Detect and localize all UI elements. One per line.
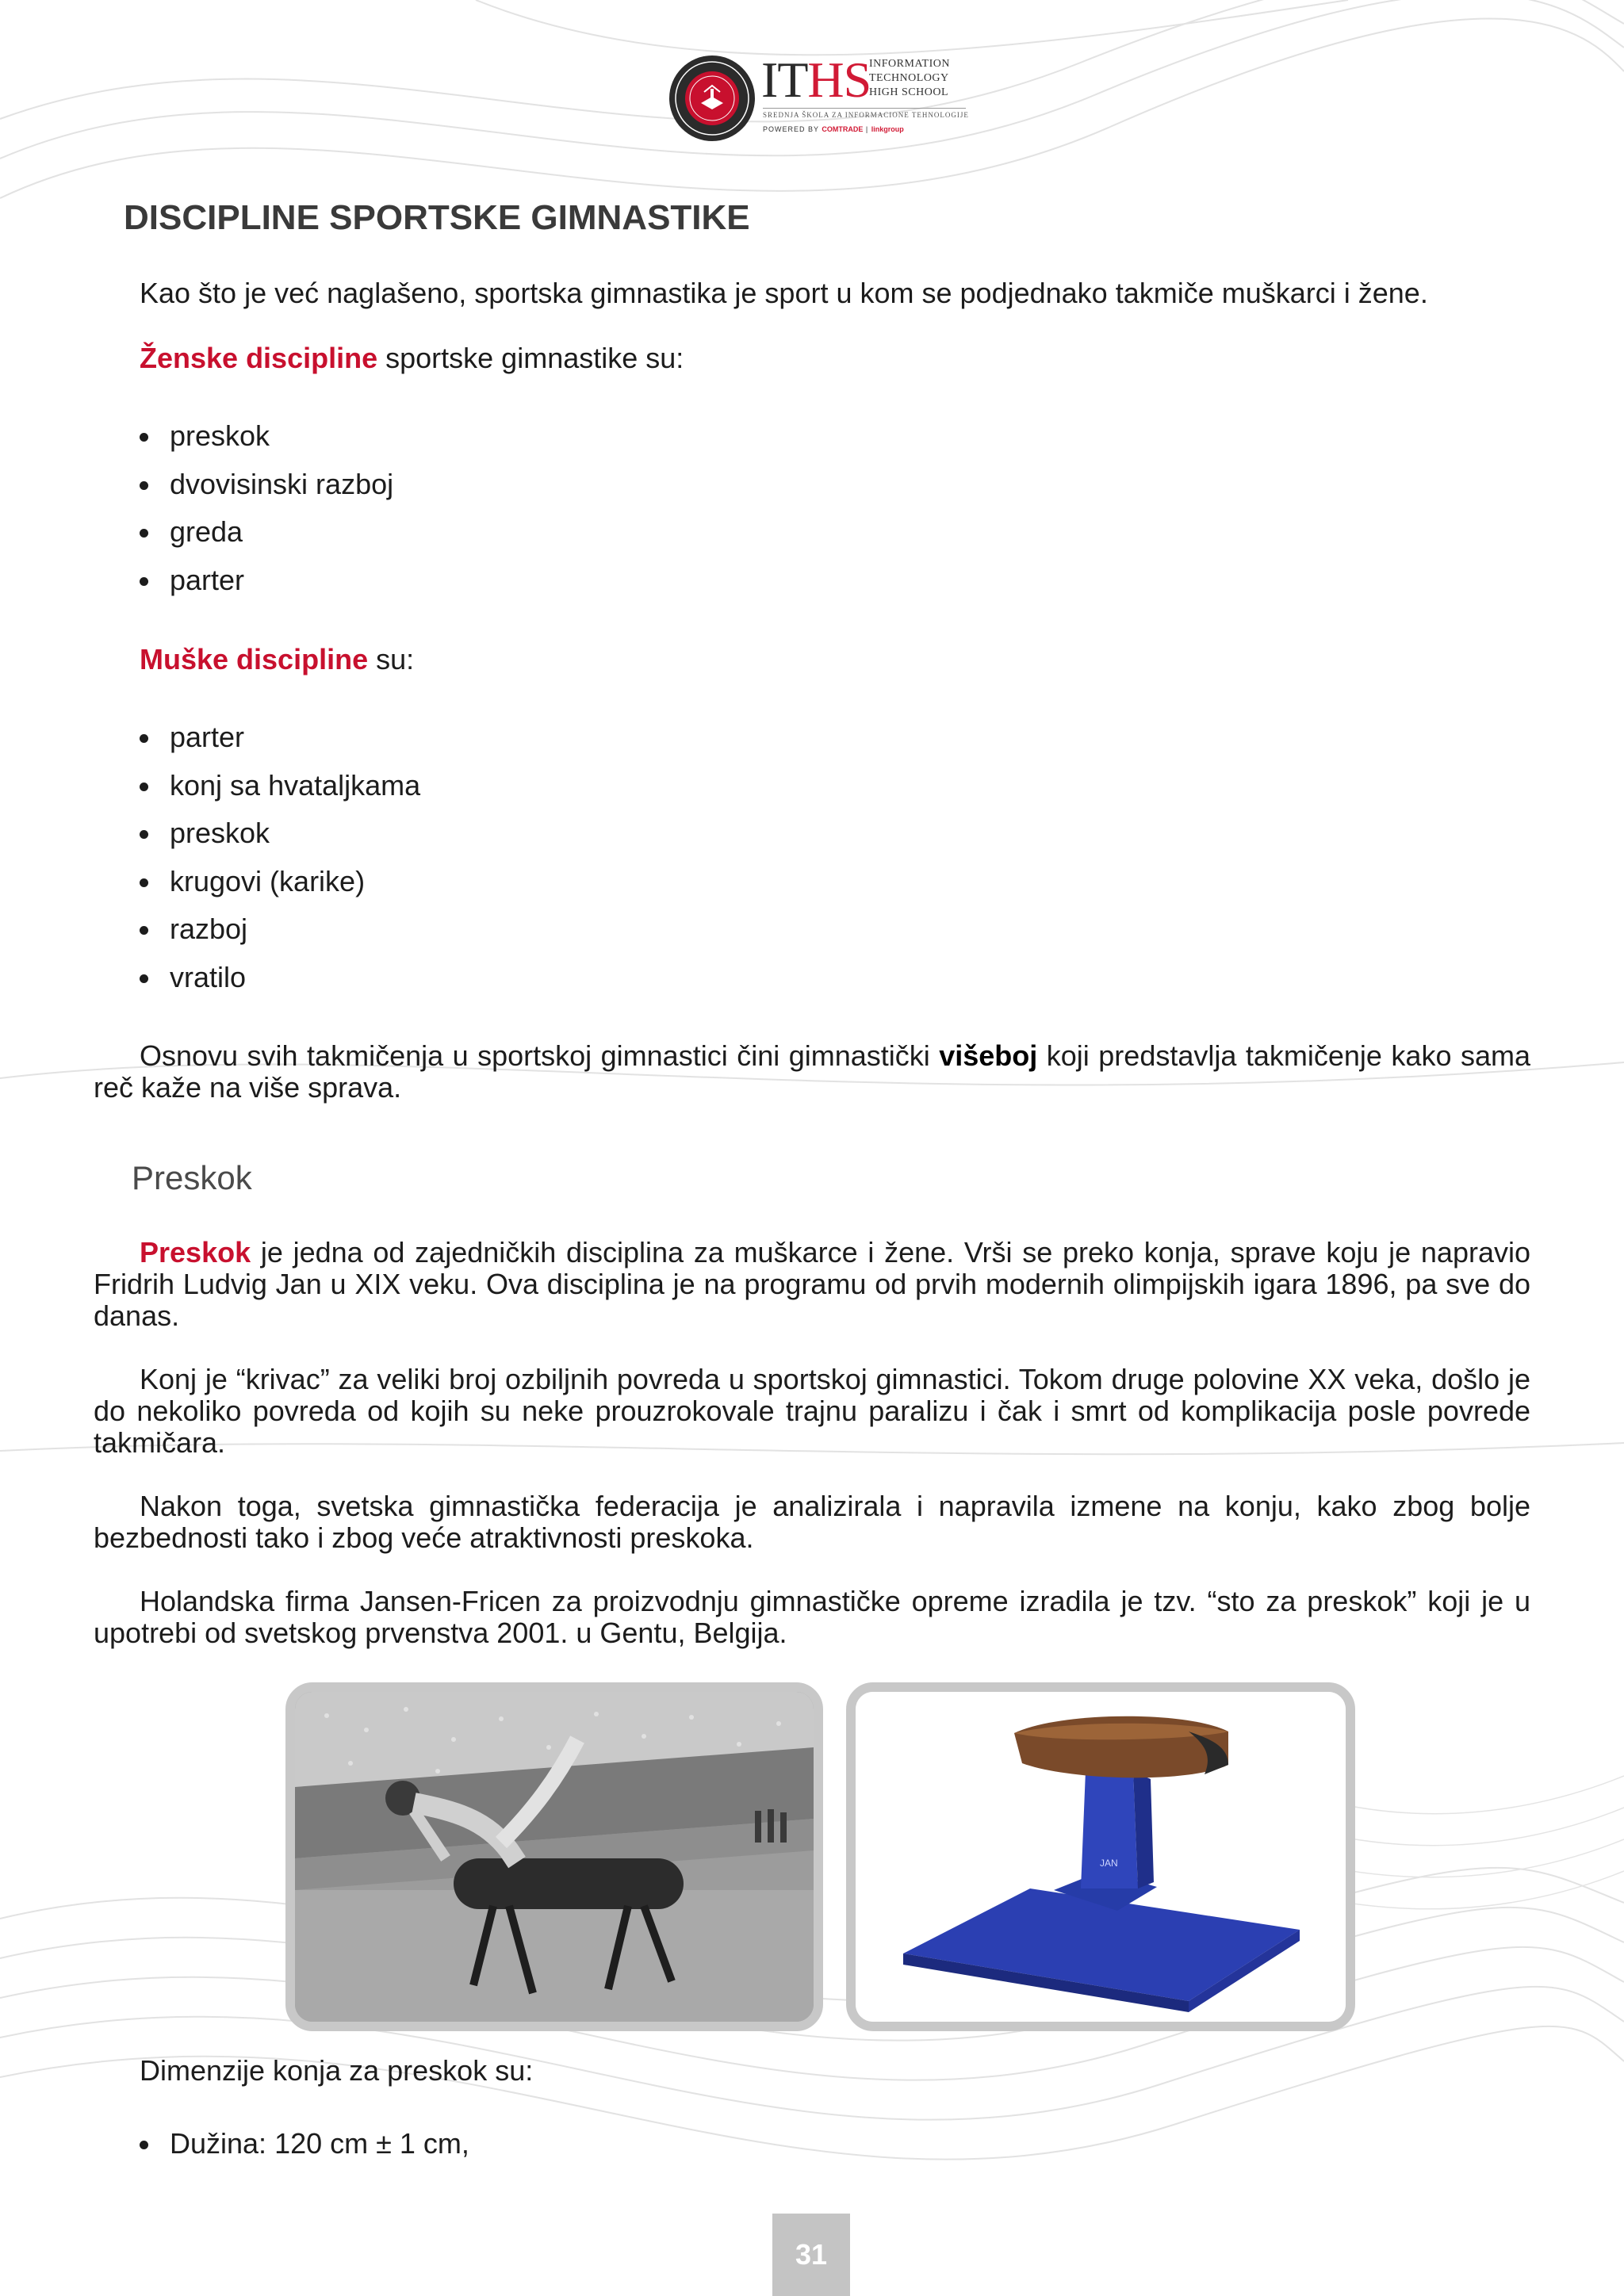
- brand-tagline: SREDNJA ŠKOLA ZA INFORMACIONE TEHNOLOGIJE: [763, 111, 969, 119]
- viseboj-paragraph: [94, 1040, 1530, 1104]
- brand-hs: HS: [807, 52, 871, 108]
- list-item: vratilo: [128, 962, 420, 1010]
- list-item: razboj: [128, 913, 420, 962]
- page-title: DISCIPLINE SPORTSKE GIMNASTIKE: [124, 198, 750, 237]
- historic-vaulting-horse-image: [295, 1692, 814, 2022]
- women-disciplines-label: Ženske discipline: [140, 342, 378, 374]
- list-item: parter: [128, 564, 393, 613]
- page-number: 31: [772, 2214, 850, 2296]
- brand-line-2: TECHNOLOGY: [869, 72, 949, 84]
- women-disciplines-list: [128, 420, 393, 612]
- svg-text:JAN: JAN: [1100, 1858, 1118, 1869]
- partner-linkgroup: linkgroup: [871, 125, 904, 133]
- brand-divider: [763, 108, 966, 109]
- viseboj-term: višeboj: [939, 1039, 1038, 1072]
- women-disciplines-intro: [140, 342, 684, 374]
- brand-wordmark: [761, 52, 969, 141]
- vaulting-table-image: [856, 1692, 1346, 2022]
- list-item: dvovisinski razboj: [128, 469, 393, 517]
- partner-comtrade: COMTRADE: [822, 125, 864, 133]
- powered-by: POWERED BY COMTRADE | linkgroup: [763, 125, 904, 133]
- vaulting-table-photo: [846, 1682, 1355, 2031]
- section-heading-preskok: Preskok: [132, 1159, 252, 1196]
- men-disciplines-intro: [140, 644, 414, 675]
- historic-vaulting-horse-photo: [285, 1682, 823, 2031]
- brand-it: IT: [761, 52, 808, 108]
- viseboj-text-after: koji predstavlja takmičenje kako sama reč kaže na više sprava.: [94, 1039, 1530, 1104]
- brand-subtitle: [869, 57, 950, 100]
- preskok-paragraph-2: [94, 1364, 1530, 1459]
- preskok-paragraph-1-text: je jedna od zajedničkih disciplina za muškarce i žene. Vrši se preko konja, sprave koju je napravio Fridrih Ludvig Jan u XIX veku. Ova disciplina je na programu od prvih modernih olimpijskih igara 1896, pa sve do danas.: [94, 1236, 1530, 1332]
- preskok-paragraph-1: [94, 1237, 1530, 1332]
- preskok-paragraph-4: [94, 1586, 1530, 1649]
- preskok-paragraph-4-text: Holandska firma Jansen-Fricen za proizvodnju gimnastičke opreme izradila je tzv. “sto za preskok” koji je u upotrebi od svetskog prvenstva 2001. u Gentu, Belgija.: [94, 1585, 1530, 1649]
- list-item: krugovi (karike): [128, 866, 420, 914]
- dimensions-list: [128, 2128, 469, 2176]
- brand-line-1: INFORMATION: [869, 58, 950, 70]
- list-item: greda: [128, 516, 393, 564]
- preskok-paragraph-3: [94, 1490, 1530, 1554]
- men-disciplines-rest: su:: [368, 643, 415, 675]
- intro-paragraph: Kao što je već naglašeno, sportska gimnastika je sport u kom se podjednako takmiče muškarci i žene.: [140, 277, 1428, 309]
- list-item: preskok: [128, 817, 420, 866]
- list-item: konj sa hvataljkama: [128, 770, 420, 818]
- powered-by-label: POWERED BY: [763, 125, 819, 133]
- list-item: parter: [128, 721, 420, 770]
- preskok-paragraph-3-text: Nakon toga, svetska gimnastička federacija je analizirala i napravila izmene na konju, kako zbog bolje bezbednosti tako i zbog veće atraktivnosti preskoka.: [94, 1490, 1530, 1554]
- viseboj-text-before: Osnovu svih takmičenja u sportskoj gimnastici čini gimnastički: [140, 1039, 940, 1072]
- brand-main: [761, 52, 871, 108]
- list-item: preskok: [128, 420, 393, 469]
- women-disciplines-rest: sportske gimnastike su:: [377, 342, 684, 374]
- list-item: Dužina: 120 cm ± 1 cm,: [128, 2128, 469, 2176]
- dimensions-intro: Dimenzije konja za preskok su:: [140, 2054, 534, 2087]
- men-disciplines-list: [128, 721, 420, 1009]
- school-seal-icon: [668, 54, 756, 143]
- preskok-paragraph-2-text: Konj je “krivac” za veliki broj ozbiljnih povreda u sportskoj gimnastici. Tokom druge polovine XX veka, došlo je do nekoliko povreda od kojih su neke prouzrokovale trajnu paralizu i čak i smrt od komplikacija posle povrede takmičara.: [94, 1363, 1530, 1459]
- school-logo: [668, 51, 969, 144]
- men-disciplines-label: Muške discipline: [140, 643, 369, 675]
- brand-line-3: HIGH SCHOOL: [869, 86, 948, 98]
- preskok-term: Preskok: [140, 1236, 251, 1269]
